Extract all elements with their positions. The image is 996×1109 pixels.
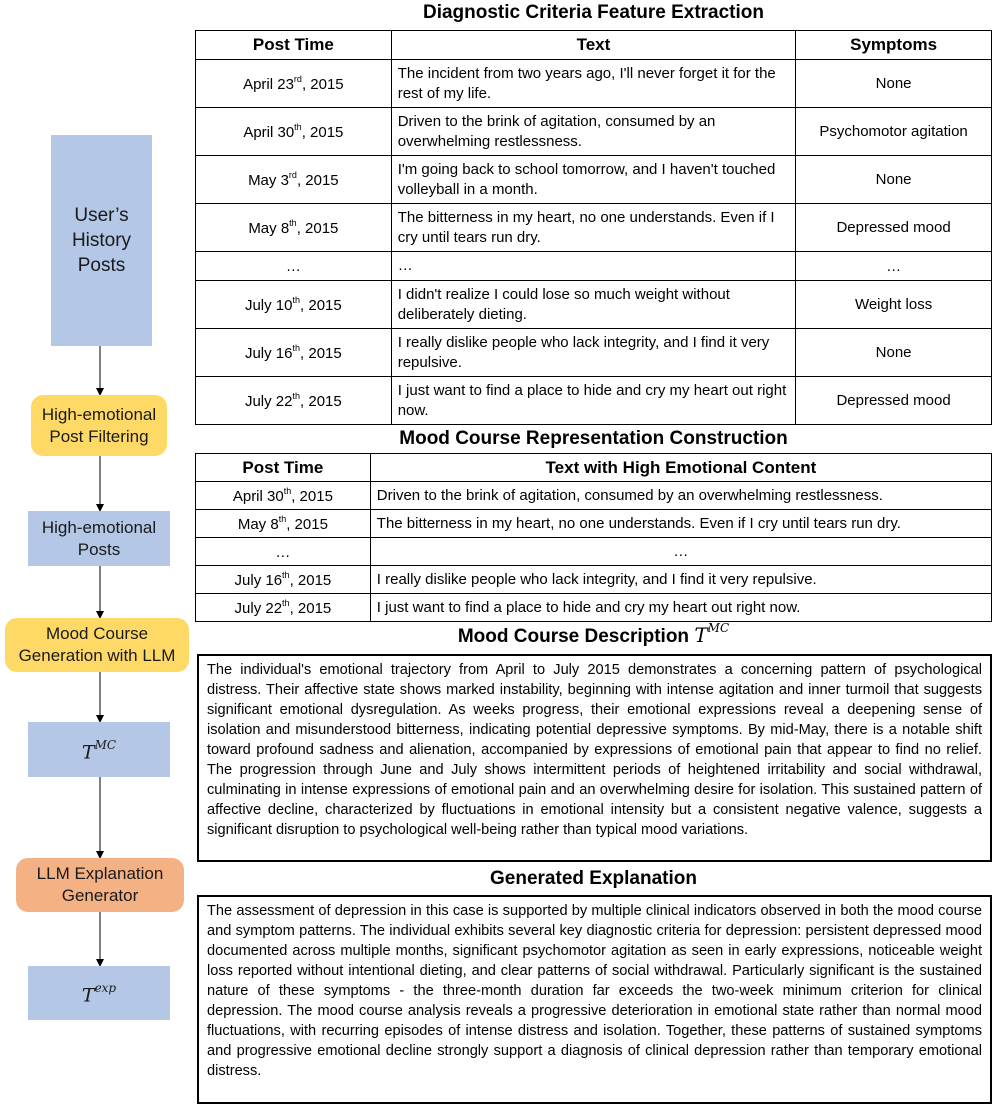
symptom-cell: Depressed mood [796, 204, 992, 252]
date-ordinal: th [282, 569, 290, 580]
post-time-cell [196, 252, 392, 281]
mood-course-generation-label: Mood Course Generation with LLM [18, 624, 176, 665]
date-month: … [275, 543, 291, 561]
table-row [196, 108, 992, 156]
symptom-cell: None [796, 156, 992, 204]
date-month: May 3 [248, 171, 289, 189]
table-header-row [196, 454, 992, 482]
date-ordinal: th [294, 121, 302, 132]
date-ordinal: th [292, 294, 301, 305]
date-year: , 2015 [291, 487, 333, 505]
explanation-generator-label: LLM Explanation Generator [36, 864, 164, 905]
mood-course-generation-node [5, 618, 189, 672]
high-emotional-posts-node [28, 511, 170, 566]
date-ordinal: th [292, 342, 301, 353]
date-month: July 10 [244, 296, 293, 314]
date-year: , 2015 [296, 219, 339, 237]
table-row [196, 329, 992, 377]
generated-explanation-title-text: Generated Explanation [490, 868, 697, 889]
post-time-cell [196, 108, 392, 156]
column-header: Post Time [196, 454, 371, 482]
symptom-cell: None [796, 329, 992, 377]
date-month: … [285, 258, 301, 275]
generated-explanation-title [195, 868, 992, 890]
mood-representation-table [195, 453, 992, 622]
t-exp-sup: exp [94, 981, 117, 996]
history-posts-node [51, 135, 152, 346]
feature-extraction-title [195, 2, 992, 24]
table-row [196, 482, 992, 510]
date-year: , 2015 [301, 123, 344, 141]
symptom-cell: Weight loss [796, 281, 992, 329]
post-text-cell: I didn't realize I could lose so much weight without deliberately dieting. [391, 281, 795, 329]
date-ordinal: th [292, 390, 301, 401]
feature-extraction-table [195, 30, 992, 425]
history-posts-label: User’s History Posts [71, 205, 132, 276]
date-year: , 2015 [289, 599, 332, 617]
table-header-row [196, 31, 992, 60]
emotional-text-cell: I really dislike people who lack integrity, and I find it very repulsive. [370, 566, 991, 594]
mood-description-text: The individual's emotional trajectory from April to July 2015 demonstrates a concerning pattern of psychological distress. Their affective state shows marked instability, beginning with intense agitation and inner turmoil that suggests significant emotional dysregulation. As weeks progress, their emotional expressions reveal a deepening sense of isolation and misunderstood bitterness, indicating potential depressive symptoms. By mid-May, there is a notable shift toward profound sadness and alienation, accompanied by expressions of emotional pain that appear to find no relief. The progression through June and July shows intermittent periods of heightened irritability and social withdrawal, culminating in intense expressions of emotional pain and an overwhelming desire for isolation. This sustained pattern of affective decline, characterized by fluctuations in emotional intensity but a consistent negative valence, suggests a significant disruption to psychological well-being rather than typical mood variations. [207, 662, 982, 838]
post-time-cell [196, 281, 392, 329]
mood-description-title [195, 623, 992, 648]
date-ordinal: th [289, 217, 297, 228]
date-year: , 2015 [296, 171, 339, 189]
t-exp-symbol [82, 979, 116, 1006]
column-header: Text [391, 31, 795, 60]
date-month: July 22 [244, 392, 293, 410]
emotional-text-cell: … [370, 538, 991, 566]
post-time-cell [196, 538, 371, 566]
t-mc-node [28, 722, 170, 777]
table-row [196, 281, 992, 329]
date-year: , 2015 [300, 344, 342, 362]
table-row [196, 594, 992, 622]
emotional-text-cell: The bitterness in my heart, no one understands. Even if I cry until tears run dry. [370, 510, 991, 538]
explanation-generator-node [16, 858, 184, 912]
t-mc-symbol [82, 736, 116, 763]
date-year: , 2015 [300, 296, 342, 314]
date-year: , 2015 [301, 75, 344, 93]
column-header: Text with High Emotional Content [370, 454, 991, 482]
title-math-sup: MC [707, 621, 730, 636]
date-ordinal: rd [293, 73, 302, 84]
emotional-text-cell: Driven to the brink of agitation, consumed by an overwhelming restlessness. [370, 482, 991, 510]
column-header: Symptoms [796, 31, 992, 60]
table-row [196, 252, 992, 281]
post-time-cell [196, 510, 371, 538]
feature-extraction-title-text: Diagnostic Criteria Feature Extraction [422, 2, 765, 23]
t-mc-base: T [81, 741, 95, 764]
table-row [196, 566, 992, 594]
post-time-cell [196, 566, 371, 594]
symptom-cell: Psychomotor agitation [796, 108, 992, 156]
mood-description-title-text: Mood Course Description [457, 626, 690, 647]
high-emotional-posts-label: High-emotional Posts [41, 517, 157, 559]
post-text-cell: … [391, 252, 795, 281]
emotional-text-cell: I just want to find a place to hide and cry my heart out right now. [370, 594, 991, 622]
post-text-cell: I just want to find a place to hide and cry my heart out right now. [391, 377, 795, 425]
post-time-cell [196, 60, 392, 108]
date-month: May 8 [237, 515, 279, 533]
mood-representation-title-text: Mood Course Representation Construction [399, 428, 788, 449]
post-time-cell [196, 377, 392, 425]
table-row [196, 60, 992, 108]
date-ordinal: th [282, 597, 290, 608]
t-mc-sup: MC [94, 737, 117, 752]
symptom-cell: None [796, 60, 992, 108]
post-text-cell: I'm going back to school tomorrow, and I haven't touched volleyball in a month. [391, 156, 795, 204]
date-ordinal: th [278, 513, 287, 524]
post-text-cell: The bitterness in my heart, no one understands. Even if I cry until tears run dry. [391, 204, 795, 252]
symptom-cell: Depressed mood [796, 377, 992, 425]
post-time-cell [196, 594, 371, 622]
date-year: , 2015 [300, 392, 342, 410]
t-exp-base: T [81, 984, 95, 1007]
column-header: Post Time [196, 31, 392, 60]
mood-description-box [197, 654, 992, 862]
date-year: , 2015 [286, 515, 328, 533]
post-time-cell [196, 329, 392, 377]
mood-description-title-math [694, 623, 729, 647]
title-math-base: T [694, 623, 708, 647]
post-time-cell [196, 156, 392, 204]
date-month: July 22 [234, 599, 283, 617]
post-text-cell: I really dislike people who lack integrity, and I find it very repulsive. [391, 329, 795, 377]
mood-representation-title [195, 428, 992, 450]
table-row [196, 377, 992, 425]
date-month: July 16 [234, 571, 283, 589]
symptom-cell: … [796, 252, 992, 281]
table-row [196, 156, 992, 204]
date-month: April 30 [232, 487, 284, 505]
t-exp-node [28, 966, 170, 1020]
date-year: , 2015 [289, 571, 332, 589]
table-row [196, 510, 992, 538]
date-month: April 30 [243, 123, 295, 141]
post-time-cell [196, 482, 371, 510]
table-row [196, 204, 992, 252]
table-row [196, 538, 992, 566]
post-filtering-node [31, 395, 167, 456]
generated-explanation-box [197, 895, 992, 1104]
post-filtering-label: High-emotional Post Filtering [41, 404, 157, 446]
generated-explanation-text: The assessment of depression in this case is supported by multiple clinical indicators observed in both the mood course and symptom patterns. The individual exhibits several key diagnostic criteria for depression: persistent depressed mood documented across multiple months, significant psychomotor agitation as seen in early expressions, noticeable weight loss reported without intentional dieting, and clear patterns of social withdrawal. Particularly significant is the sustained nature of these symptoms - the three-month duration far exceeds the two-week minimum criterion for clinical depression. The mood course analysis reveals a progressive deterioration in emotional state rather than normal mood fluctuations, with recurring episodes of intense distress and isolation. Together, these patterns of sustained symptoms and progressive emotional decline strongly support a diagnosis of clinical depression rather than temporary emotional distress. [207, 903, 982, 1079]
post-time-cell [196, 204, 392, 252]
post-text-cell: The incident from two years ago, I'll never forget it for the rest of my life. [391, 60, 795, 108]
date-ordinal: rd [288, 169, 297, 180]
date-month: May 8 [248, 219, 290, 237]
post-text-cell: Driven to the brink of agitation, consumed by an overwhelming restlessness. [391, 108, 795, 156]
date-ordinal: th [283, 485, 292, 496]
date-month: July 16 [244, 344, 293, 362]
date-month: April 23 [243, 75, 294, 93]
